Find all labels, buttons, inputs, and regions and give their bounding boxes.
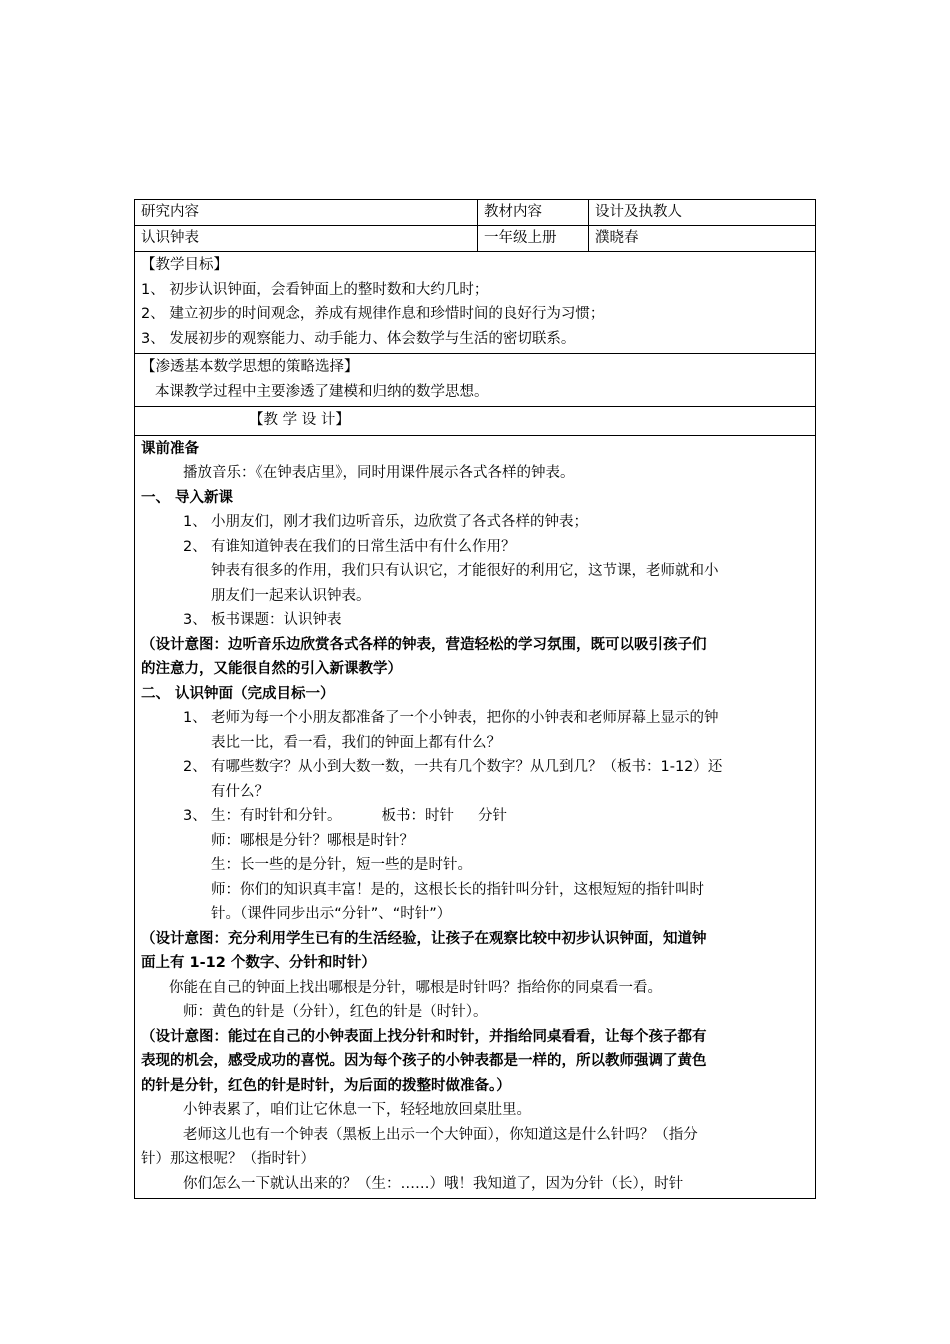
prep-text: 播放音乐：《在钟表店里》，同时用课件展示各式各样的钟表。: [183, 465, 575, 481]
research-content-value: 认识钟表: [135, 226, 478, 252]
item-text: 有哪些数字？从小到大数一数，一共有几个数字？从几到几？（板书：1-12）还: [211, 759, 723, 775]
strategy-cell: [135, 354, 816, 407]
how-text: 你们怎么一下就认出来的？（生：……）哦！我知道了，因为分针（长），时针: [183, 1175, 684, 1192]
goals-cell: [135, 252, 816, 354]
designer-value: 濮晓春: [589, 226, 816, 252]
goal-item: 1、 初步认识钟面，会看钟面上的整时数和大约几时；: [141, 281, 489, 298]
item-number: 3、: [183, 612, 207, 628]
list-item: [141, 510, 809, 535]
section-2-title: 二、 认识钟面（完成目标一）: [141, 685, 335, 702]
design-intent-3-cont: 的针是分针，红色的针是时针，为后面的拨整时做准备。）: [141, 1077, 511, 1094]
dialog-line: 师：你们的知识真丰富！是的，这根长长的指针叫分针，这根短短的指针叫时: [211, 881, 704, 898]
list-item: [141, 755, 809, 780]
research-content-label: 研究内容: [135, 200, 478, 226]
design-intent-1: （设计意图：边听音乐边欣赏各式各样的钟表，营造轻松的学习氛围，既可以吸引孩子们: [141, 636, 707, 653]
header-label-row: [135, 200, 816, 226]
big-clock-text-cont: 针）那这根呢？（指时针）: [141, 1151, 315, 1167]
item-text: 老师为每一个小朋友都准备了一个小钟表，把你的小钟表和老师屏幕上显示的钟: [211, 710, 719, 726]
design-title: 【教 学 设 计】: [249, 412, 350, 428]
goals-row: [135, 252, 816, 354]
item-number: 3、: [183, 808, 207, 824]
design-body-row: [135, 435, 816, 1199]
goal-item: 3、 发展初步的观察能力、动手能力、体会数学与生活的密切联系。: [141, 330, 576, 347]
item-number: 2、: [183, 538, 207, 555]
rest-text: 小钟表累了，咱们让它休息一下，轻轻地放回桌肚里。: [183, 1102, 531, 1118]
textbook-content-value: 一年级上册: [478, 226, 589, 252]
item-text: 生：有时针和分针。: [211, 808, 342, 824]
find-hands-text: 你能在自己的钟面上找出哪根是分针，哪根是时针吗？指给你的同桌看一看。: [169, 979, 662, 996]
item-text-cont: 有什么？: [211, 783, 269, 800]
design-intent-3-cont: 表现的机会，感受成功的喜悦。因为每个孩子的小钟表都是一样的，所以教师强调了黄色: [141, 1053, 707, 1069]
board-label: 板书：时针: [381, 808, 454, 824]
prep-title: 课前准备: [141, 440, 199, 457]
dialog-line: 师：哪根是分针？哪根是时针？: [211, 832, 414, 849]
item-number: 1、: [183, 514, 207, 530]
design-title-row: [135, 407, 816, 436]
design-intent-2: （设计意图：充分利用学生已有的生活经验，让孩子在观察比较中初步认识钟面，知道钟: [141, 930, 707, 947]
teacher-text: 师：黄色的针是（分针），红色的针是（时针）。: [183, 1004, 488, 1020]
header-value-row: [135, 226, 816, 252]
list-item: [141, 804, 809, 829]
item-text: 板书课题：认识钟表: [211, 612, 342, 628]
strategy-row: [135, 354, 816, 407]
list-item: [141, 706, 809, 731]
strategy-text: 本课教学过程中主要渗透了建模和归纳的数学思想。: [155, 383, 489, 400]
lesson-plan-table: [134, 199, 816, 1199]
design-intent-3: （设计意图：能过在自己的小钟表面上找分针和时针，并指给同桌看看，让每个孩子都有: [141, 1028, 707, 1045]
dialog-line: 生：长一些的是分针，短一些的是时针。: [211, 857, 472, 873]
design-title-cell: [135, 407, 816, 436]
item-number: 2、: [183, 759, 207, 775]
designer-label: 设计及执教人: [589, 200, 816, 226]
section-1-title: 一、 导入新课: [141, 489, 234, 506]
goals-title: 【教学目标】: [141, 257, 228, 273]
textbook-content-label: 教材内容: [478, 200, 589, 226]
lesson-plan-document: [134, 199, 815, 1199]
design-body-cell: [135, 435, 816, 1199]
item-text: 小朋友们，刚才我们边听音乐，边欣赏了各式各样的钟表；: [211, 514, 588, 530]
item-number: 1、: [183, 710, 207, 726]
strategy-title: 【渗透基本数学思想的策略选择】: [141, 359, 359, 375]
list-item: [141, 608, 809, 633]
item-text-cont: 表比一比，看一看，我们的钟面上都有什么？: [211, 734, 501, 751]
item-text: 有谁知道钟表在我们的日常生活中有什么作用？: [211, 538, 516, 555]
goal-item: 2、 建立初步的时间观念，养成有规律作息和珍惜时间的良好行为习惯；: [141, 306, 605, 322]
list-item: [141, 535, 809, 560]
reply-line: 钟表有很多的作用，我们只有认识它，才能很好的利用它，这节课，老师就和小: [211, 563, 719, 579]
reply-line: 朋友们一起来认识钟表。: [211, 587, 371, 604]
design-intent-2-cont: 面上有 1-12 个数字、分针和时针）: [141, 955, 376, 971]
big-clock-text: 老师这儿也有一个钟表（黑板上出示一个大钟面），你知道这是什么针吗？（指分: [183, 1126, 698, 1143]
design-intent-1-cont: 的注意力，又能很自然的引入新课教学）: [141, 661, 402, 677]
board-value: 分针: [478, 808, 507, 824]
dialog-line: 针。（课件同步出示“分针”、“时针”）: [211, 906, 452, 922]
